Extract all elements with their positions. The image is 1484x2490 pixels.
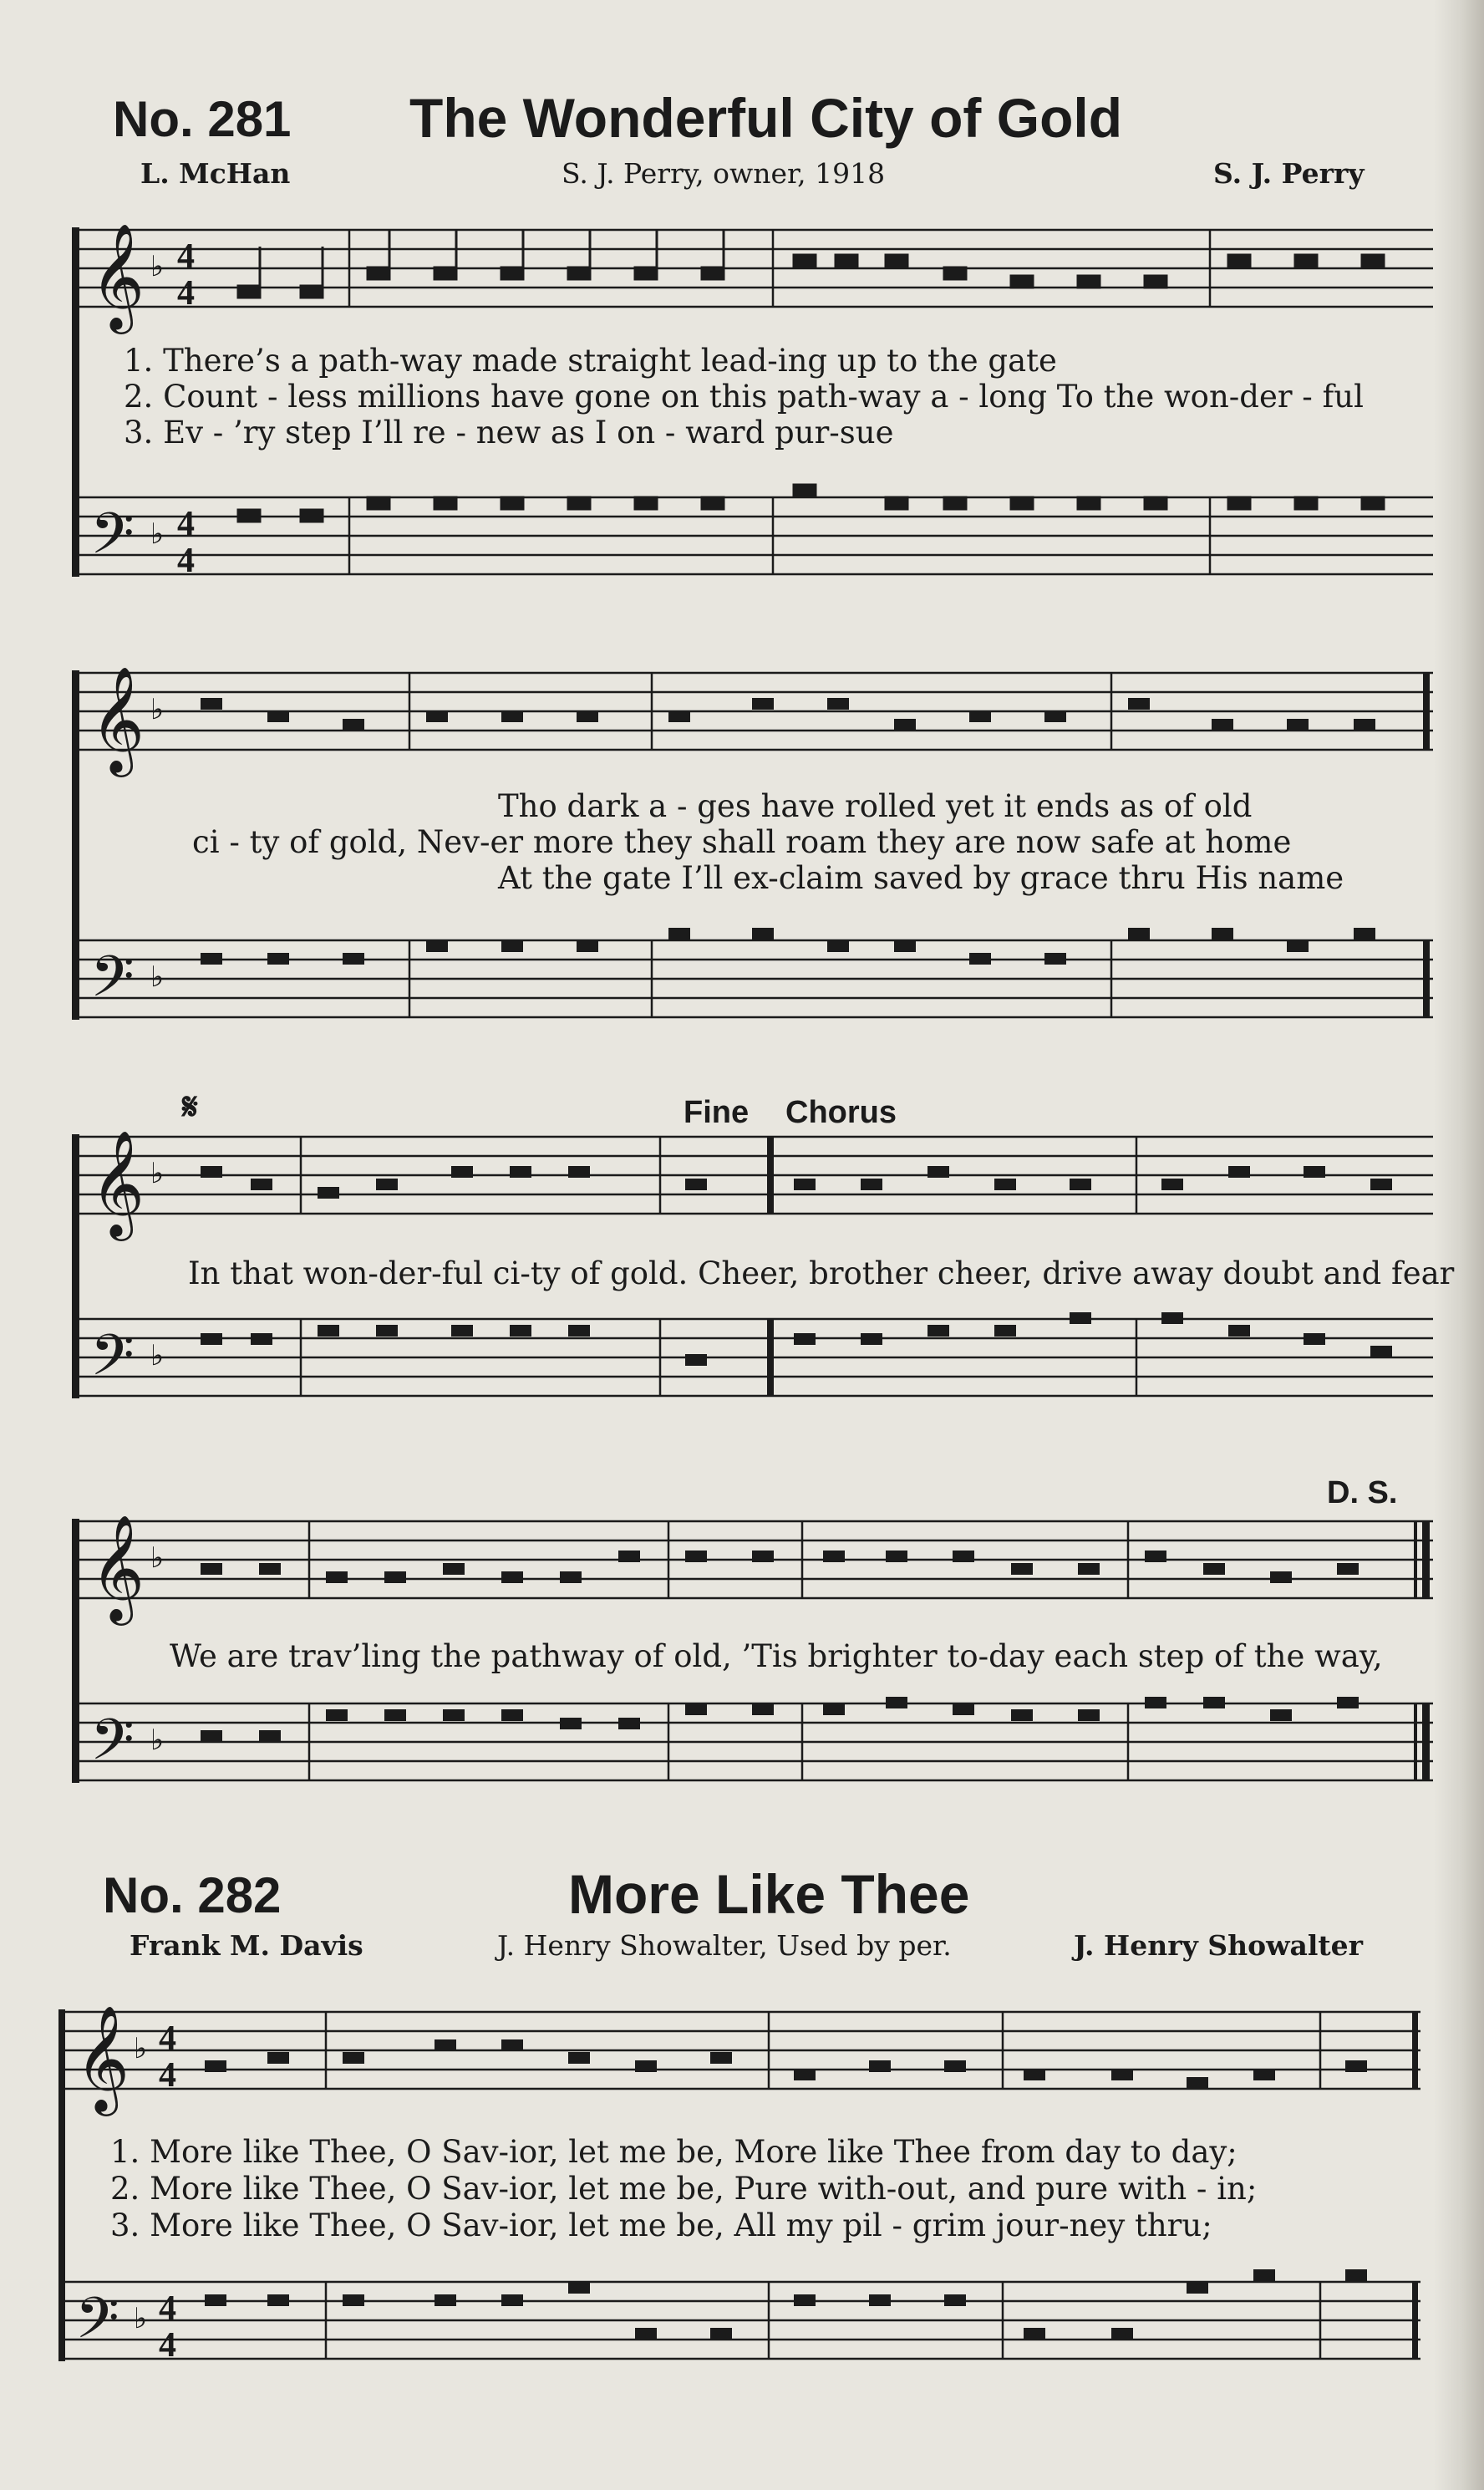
hymn-282-title: More Like Thee	[568, 1863, 970, 1925]
svg-text:♭: ♭	[150, 693, 165, 726]
hymn-281-verse-line-1b: Tho dark a - ges have rolled yet it ends as of old	[498, 788, 1253, 824]
hymn-282-verse-line-2: 2. More like Thee, O Sav-ior, let me be, Pure with-out, and pure with - in;	[110, 2171, 1258, 2207]
hymn-282-lyricist: Frank M. Davis	[130, 1929, 363, 1962]
dal-segno-marking: D. S.	[1327, 1475, 1398, 1510]
svg-text:4: 4	[159, 2326, 176, 2365]
svg-text:♭: ♭	[150, 1157, 165, 1190]
chorus-marking: Chorus	[785, 1095, 897, 1130]
svg-text:𝄢: 𝄢	[90, 1708, 135, 1787]
fine-marking: Fine	[684, 1095, 750, 1130]
svg-text:4: 4	[177, 505, 195, 543]
svg-text:𝄢: 𝄢	[90, 945, 135, 1024]
segno-sign: 𝄋	[182, 1087, 198, 1128]
hymn-281-verse-line-1a: 1. There’s a path-way made straight lead-ing up to the gate	[124, 343, 1057, 379]
svg-text:𝄢: 𝄢	[90, 502, 135, 581]
hymn-282-number: No. 282	[103, 1867, 282, 1923]
hymn-282-composer: J. Henry Showalter	[1074, 1929, 1364, 1962]
svg-text:4: 4	[177, 274, 195, 313]
hymn-281-verse-line-3b: At the gate I’ll ex-claim saved by grace thru His name	[498, 860, 1344, 896]
svg-text:𝄞: 𝄞	[90, 665, 145, 772]
svg-text:♭: ♭	[150, 517, 165, 551]
hymn-281-composer: S. J. Perry	[1213, 157, 1365, 190]
svg-text:4: 4	[159, 2056, 176, 2095]
svg-text:𝄞: 𝄞	[90, 1514, 145, 1621]
svg-text:♭: ♭	[134, 2302, 148, 2335]
hymn-281-verse-line-3a: 3. Ev - ’ry step I’ll re - new as I on - ward pur-sue	[124, 415, 894, 451]
hymn-281-verse-line-2b: ci - ty of gold, Nev-er more they shall roam they are now safe at home	[192, 824, 1292, 860]
svg-text:𝄢: 𝄢	[75, 2286, 119, 2365]
svg-text:4: 4	[177, 237, 195, 276]
svg-text:4: 4	[177, 542, 195, 580]
hymn-281-title: The Wonderful City of Gold	[409, 87, 1123, 149]
hymn-281-copyright: S. J. Perry, owner, 1918	[562, 157, 886, 190]
svg-text:𝄞: 𝄞	[90, 1129, 145, 1236]
svg-text:♭: ♭	[150, 1541, 165, 1575]
svg-text:♭: ♭	[134, 2032, 148, 2065]
hymn-281-verse-line-2a: 2. Count - less millions have gone on this path-way a - long To the won-der - ful	[124, 379, 1364, 415]
svg-text:♭: ♭	[150, 1724, 165, 1757]
chorus-line-1: In that won-der-ful ci-ty of gold. Cheer, brother cheer, drive away doubt and fear	[188, 1255, 1455, 1291]
svg-text:4: 4	[159, 2019, 176, 2058]
svg-text:4: 4	[159, 2289, 176, 2328]
svg-text:♭: ♭	[150, 1339, 165, 1372]
hymn-281-number: No. 281	[113, 91, 292, 147]
svg-text:♭: ♭	[150, 960, 165, 994]
chorus-line-2: We are trav’ling the pathway of old, ’Tis brighter to-day each step of the way,	[170, 1638, 1383, 1674]
hymn-282-copyright: J. Henry Showalter, Used by per.	[497, 1929, 952, 1962]
hymn-282-verse-line-1: 1. More like Thee, O Sav-ior, let me be, More like Thee from day to day;	[110, 2134, 1238, 2170]
svg-text:𝄞: 𝄞	[75, 2004, 130, 2111]
hymn-282-verse-line-3: 3. More like Thee, O Sav-ior, let me be, All my pil - grim jour-ney thru;	[110, 2207, 1212, 2243]
hymn-281-lyricist: L. McHan	[140, 157, 291, 190]
svg-text:𝄢: 𝄢	[90, 1323, 135, 1403]
svg-text:𝄞: 𝄞	[90, 222, 145, 329]
svg-text:♭: ♭	[150, 250, 165, 283]
